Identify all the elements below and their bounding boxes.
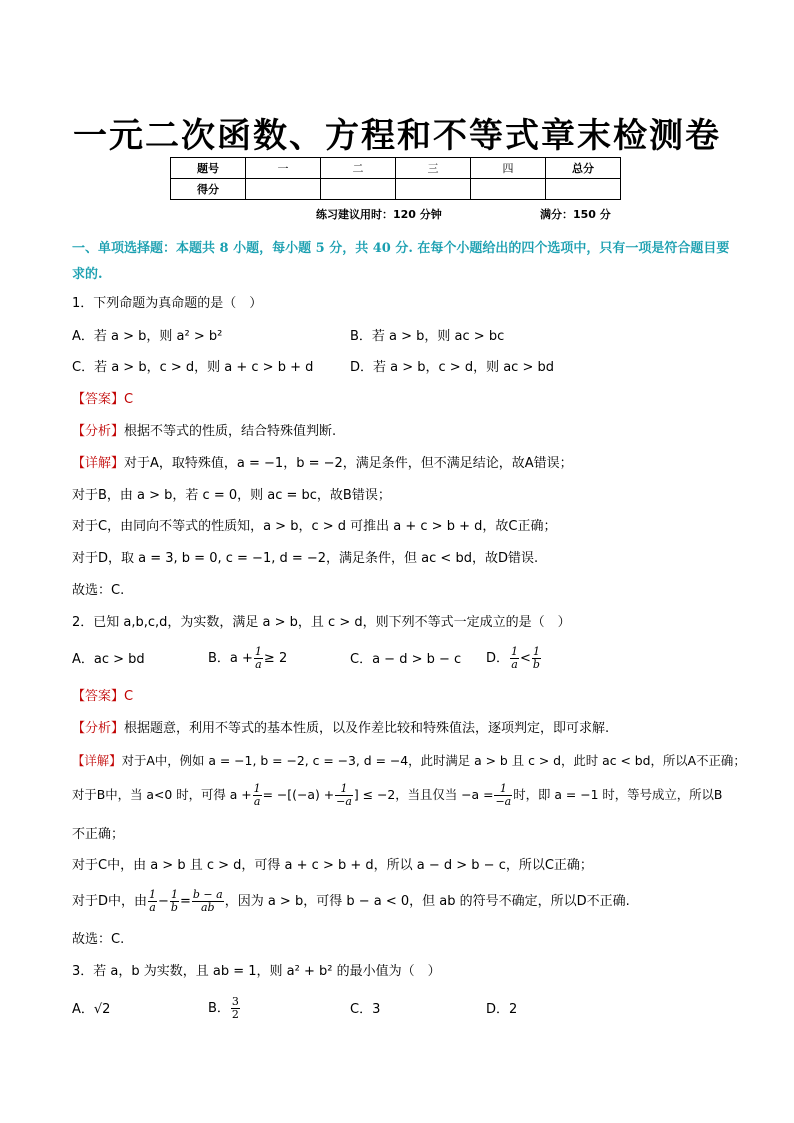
section-heading: 一、单项选择题：本题共 8 小题，每小题 5 分，共 40 分. 在每个小题给出的四个选项中，只有一项是符合题目要求的.: [72, 241, 730, 282]
q2-detail-3: 对于C中，由 a > b 且 c > d，可得 a + c > b + d，所以 a − d > b − c，所以C正确；: [72, 858, 593, 873]
fraction-1-over-neg-a: $\frac{1}{-a}$: [495, 782, 512, 808]
q1-option-b: B．若 a > b，则 ac > bc: [350, 329, 505, 344]
fraction-1-over-b: $\frac{1}{b}$: [532, 645, 540, 671]
analysis-label: 【分析】: [72, 424, 125, 439]
q3-option-b: B． $\frac{3}{2}$: [208, 995, 239, 1021]
score-header-cell: 一: [246, 158, 321, 179]
page-title: 一元二次函数、方程和不等式章末检测卷: [73, 116, 721, 156]
q2-detail-2: 对于B中，当 a<0 时，可得 a + $\frac{1}{a}$ = −[(−a) + $\frac{1}{-a}$ ] ≤ −2，当且仅当 −a = $\frac{1}{-a}$ 时，即 a = −1 时，等号成立，所以B: [72, 782, 723, 808]
q1-choose: 故选：C.: [72, 583, 125, 598]
fraction-1-over-a: $\frac{1}{a}$: [511, 645, 519, 671]
q1-detail-3: 对于C，由同向不等式的性质知，a > b，c > d 可推出 a + c > b + d，故C正确；: [72, 519, 557, 534]
q3-stem: 3．若 a，b 为实数，且 ab = 1，则 a² + b² 的最小值为（ ）: [72, 964, 441, 979]
score-table-score-row: [171, 179, 621, 200]
q2-stem: 2．已知 a,b,c,d，为实数，满足 a > b，且 c > d，则下列不等式一定成立的是（ ）: [72, 615, 571, 630]
score-header-cell: 二: [321, 158, 396, 179]
fraction-1-over-b: $\frac{1}{b}$: [170, 888, 178, 914]
q2-detail-4: 对于D中，由 $\frac{1}{a}$ − $\frac{1}{b}$ = $\frac{b - a}{ab}$ ，因为 a > b，可得 b − a < 0，但 ab 的符号不确定，所以D不正确.: [72, 888, 630, 914]
score-header-cell: 题号: [171, 158, 246, 179]
q1-detail-1: [72, 455, 573, 473]
score-cell: [246, 179, 321, 200]
fraction-b-minus-a-over-ab: $\frac{b - a}{ab}$: [192, 888, 223, 914]
fraction-1-over-a: $\frac{1}{a}$: [253, 782, 261, 808]
q3-option-d: D．2: [486, 1002, 518, 1017]
q2-option-b: [208, 645, 287, 673]
q2-b-post: ≥ 2: [263, 651, 288, 666]
score-table-header-row: [171, 158, 621, 179]
score-header-cell: 四: [471, 158, 546, 179]
q1-detail-4: 对于D，取 a = 3, b = 0, c = −1, d = −2，满足条件，但 ac < bd，故D错误.: [72, 551, 539, 566]
score-cell: [471, 179, 546, 200]
detail-label: 【详解】: [72, 456, 125, 471]
analysis-text: 根据不等式的性质，结合特殊值判断.: [124, 424, 337, 439]
fraction-3-over-2: $\frac{3}{2}$: [231, 995, 239, 1021]
fraction-1-over-neg-a: $\frac{1}{-a}$: [336, 782, 352, 808]
q1-option-d: D．若 a > b，c > d，则 ac > bd: [350, 360, 554, 375]
q1-option-c: C．若 a > b，c > d，则 a + c > b + d: [72, 360, 314, 375]
q2-analysis: 【分析】根据题意，利用不等式的基本性质，以及作差比较和特殊值法，逐项判定，即可求解.: [72, 721, 610, 736]
q1-analysis: [72, 423, 336, 441]
score-row-label: 得分: [171, 179, 246, 200]
q2-option-d: D． $\frac{1}{a}$ < $\frac{1}{b}$: [486, 645, 540, 671]
score-cell: [546, 179, 621, 200]
score-table: [170, 157, 621, 200]
q1-option-a: A．若 a > b，则 a² > b²: [72, 329, 223, 344]
q2-choose: 故选：C.: [72, 932, 125, 947]
fraction-1-over-a: $\frac{1}{a}$: [254, 645, 262, 671]
fraction-1-over-a: $\frac{1}{a}$: [149, 888, 157, 914]
q3-option-c: C．3: [350, 1002, 381, 1017]
q2-detail-1: 【详解】对于A中，例如 a = −1, b = −2, c = −3, d = −4，此时满足 a > b 且 c > d，此时 ac < bd，所以A不正确；: [72, 753, 746, 768]
q1-detail-2: 对于B，由 a > b，若 c = 0，则 ac = bc，故B错误；: [72, 488, 391, 503]
score-header-cell: 总分: [546, 158, 621, 179]
q2-option-c: C．a − d > b − c: [350, 652, 462, 667]
score-header-cell: 三: [396, 158, 471, 179]
score-cell: [321, 179, 396, 200]
answer-value: C: [124, 392, 134, 407]
q2-b-pre: B．a +: [208, 651, 253, 666]
q1-stem: 1．下列命题为真命题的是（ ）: [72, 296, 263, 311]
q2-detail-2b: 不正确；: [72, 827, 125, 842]
q2-answer: 【答案】C: [72, 689, 134, 704]
answer-label: 【答案】: [72, 392, 125, 407]
q2-option-a: A．ac > bd: [72, 652, 145, 667]
full-score: 满分：150 分: [540, 208, 611, 221]
suggested-time: 练习建议用时：120 分钟: [316, 208, 442, 221]
detail-text: 对于A，取特殊值，a = −1，b = −2，满足条件，但不满足结论，故A错误；: [124, 456, 573, 471]
score-cell: [396, 179, 471, 200]
q3-option-a: A．√2: [72, 1002, 111, 1017]
q1-answer: [72, 391, 133, 409]
